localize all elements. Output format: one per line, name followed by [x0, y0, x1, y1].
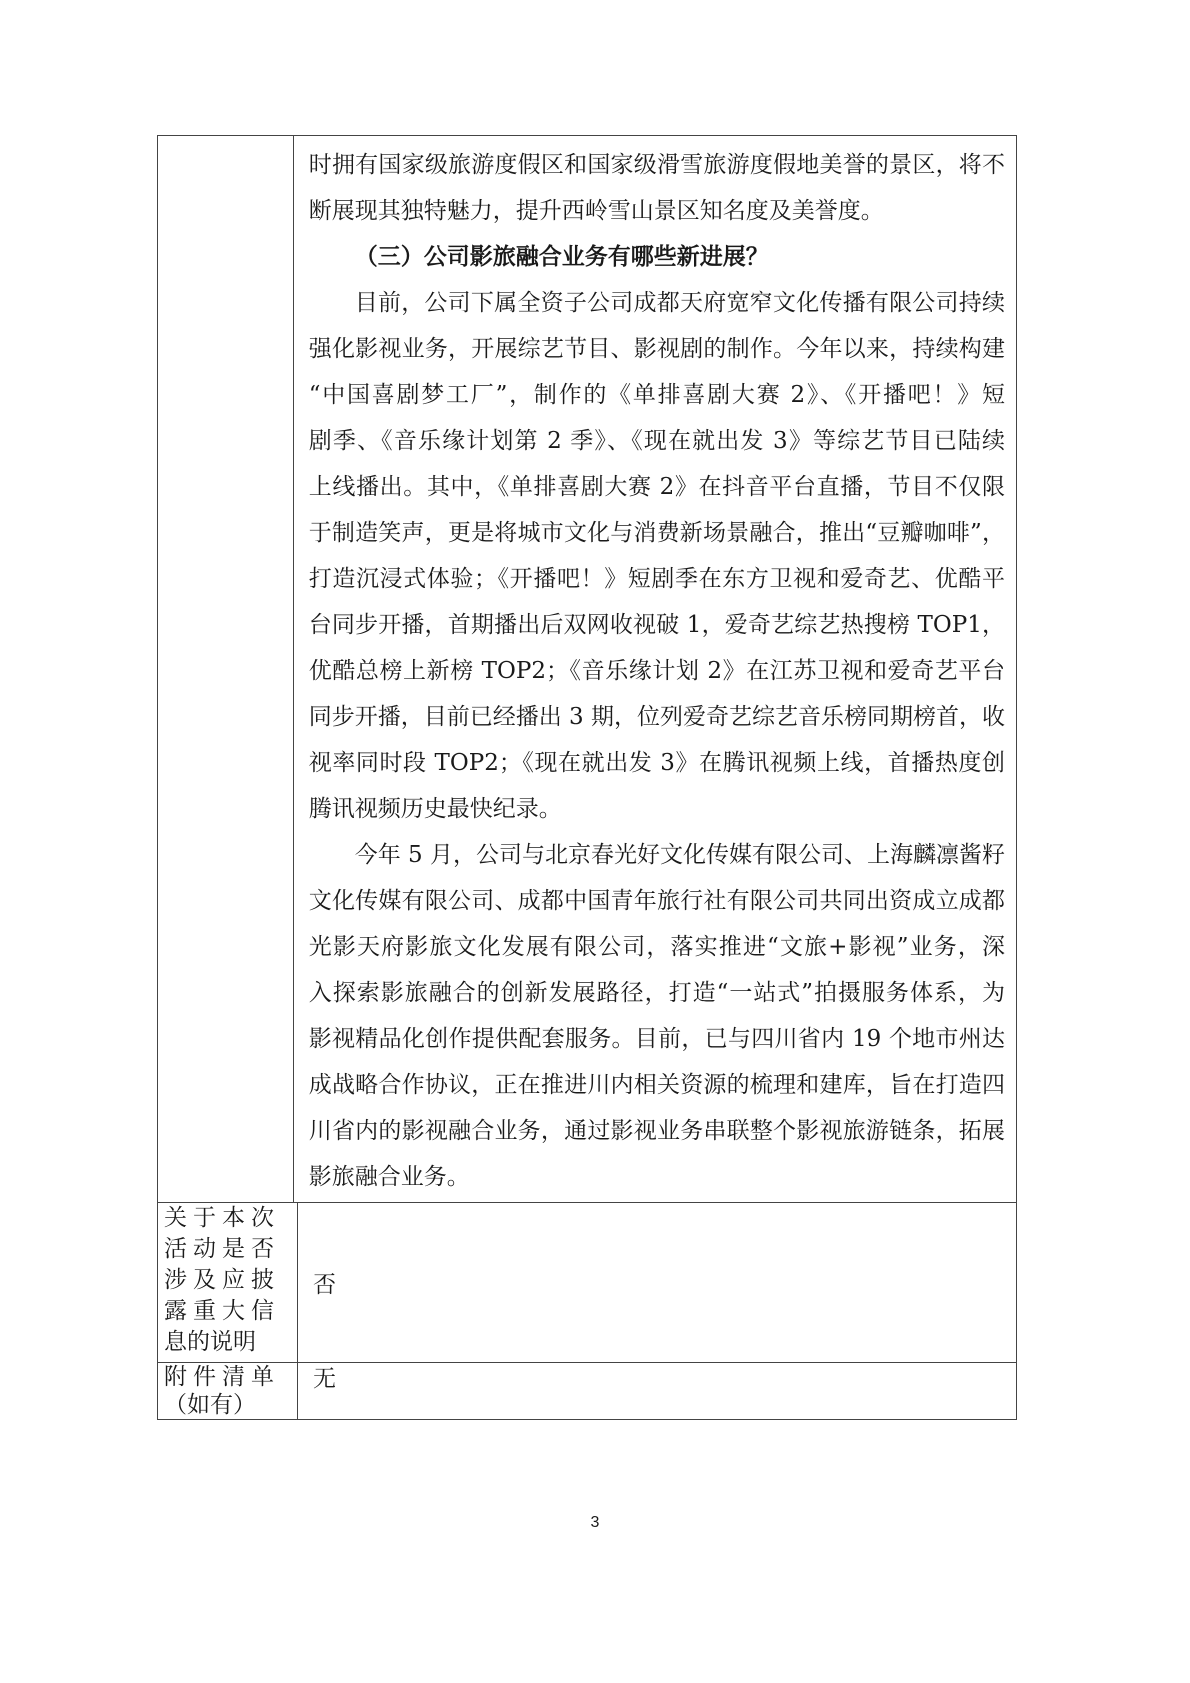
section-heading: （三）公司影旅融合业务有哪些新进展？: [354, 243, 769, 270]
label-line: 露重大信: [164, 1298, 280, 1324]
text-line: 于制造笑声，更是将城市文化与消费新场景融合，推出“豆瓣咖啡”，: [308, 520, 1005, 546]
text-line: 打造沉浸式体验；《开播吧！》短剧季在东方卫视和爱奇艺、优酷平: [308, 566, 1005, 592]
record-table: [157, 135, 1017, 1420]
label-line: 附件清单: [164, 1364, 280, 1390]
attachments-value: 无: [313, 1366, 336, 1392]
text-line: 强化影视业务，开展综艺节目、影视剧的制作。今年以来，持续构建: [308, 336, 1005, 362]
text-line: 成战略合作协议，正在推进川内相关资源的梳理和建库，旨在打造四: [308, 1072, 1005, 1098]
content-cell: [294, 136, 1016, 1202]
text-line: 视率同时段 TOP2；《现在就出发 3》在腾讯视频上线，首播热度创: [308, 750, 1005, 776]
text-line: 剧季、《音乐缘计划第 2 季》、《现在就出发 3》等综艺节目已陆续: [308, 428, 1005, 454]
text-line: 台同步开播，首期播出后双网收视破 1，爱奇艺综艺热搜榜 TOP1，: [308, 612, 1005, 638]
table-row-disclosure: [158, 1202, 1016, 1362]
label-line: 活动是否: [164, 1236, 280, 1262]
label-line: 涉及应披: [164, 1267, 280, 1293]
text-line: 目前，公司下属全资子公司成都天府宽窄文化传播有限公司持续: [354, 290, 1005, 316]
text-line: 断展现其独特魅力，提升西岭雪山景区知名度及美誉度。: [308, 198, 884, 224]
text-line: 入探索影旅融合的创新发展路径，打造“一站式”拍摄服务体系，为: [308, 980, 1005, 1006]
table-row-attachments: [158, 1362, 1016, 1419]
text-line: 川省内的影视融合业务，通过影视业务串联整个影视旅游链条，拓展: [308, 1118, 1005, 1144]
page-number: 3: [590, 1514, 600, 1531]
label-line: 息的说明: [164, 1329, 256, 1355]
text-line: 文化传媒有限公司、成都中国青年旅行社有限公司共同出资成立成都: [308, 888, 1005, 914]
text-line: 上线播出。其中，《单排喜剧大赛 2》在抖音平台直播，节目不仅限: [308, 474, 1005, 500]
attachments-label: [158, 1363, 298, 1419]
text-line: 光影天府影旅文化发展有限公司，落实推进“文旅+影视”业务，深: [308, 934, 1005, 960]
label-line: （如有）: [164, 1392, 256, 1418]
row-label-empty: [158, 136, 294, 1202]
text-line: 优酷总榜上新榜 TOP2；《音乐缘计划 2》在江苏卫视和爱奇艺平台: [308, 658, 1005, 684]
text-line: 同步开播，目前已经播出 3 期，位列爱奇艺综艺音乐榜同期榜首，收: [308, 704, 1005, 730]
text-line: 腾讯视频历史最快纪录。: [308, 796, 562, 822]
text-line: 影旅融合业务。: [308, 1164, 470, 1190]
text-line: 时拥有国家级旅游度假区和国家级滑雪旅游度假地美誉的景区，将不: [308, 152, 1005, 178]
text-line: 影视精品化创作提供配套服务。目前，已与四川省内 19 个地市州达: [308, 1026, 1005, 1052]
text-line: “中国喜剧梦工厂”，制作的《单排喜剧大赛 2》、《开播吧！》短: [308, 382, 1005, 408]
table-row-content: [158, 136, 1016, 1202]
disclosure-label: [158, 1203, 298, 1362]
text-line: 今年 5 月，公司与北京春光好文化传媒有限公司、上海麟凛酱籽: [354, 842, 1005, 868]
label-line: 关于本次: [164, 1205, 280, 1231]
disclosure-value: 否: [313, 1272, 336, 1298]
